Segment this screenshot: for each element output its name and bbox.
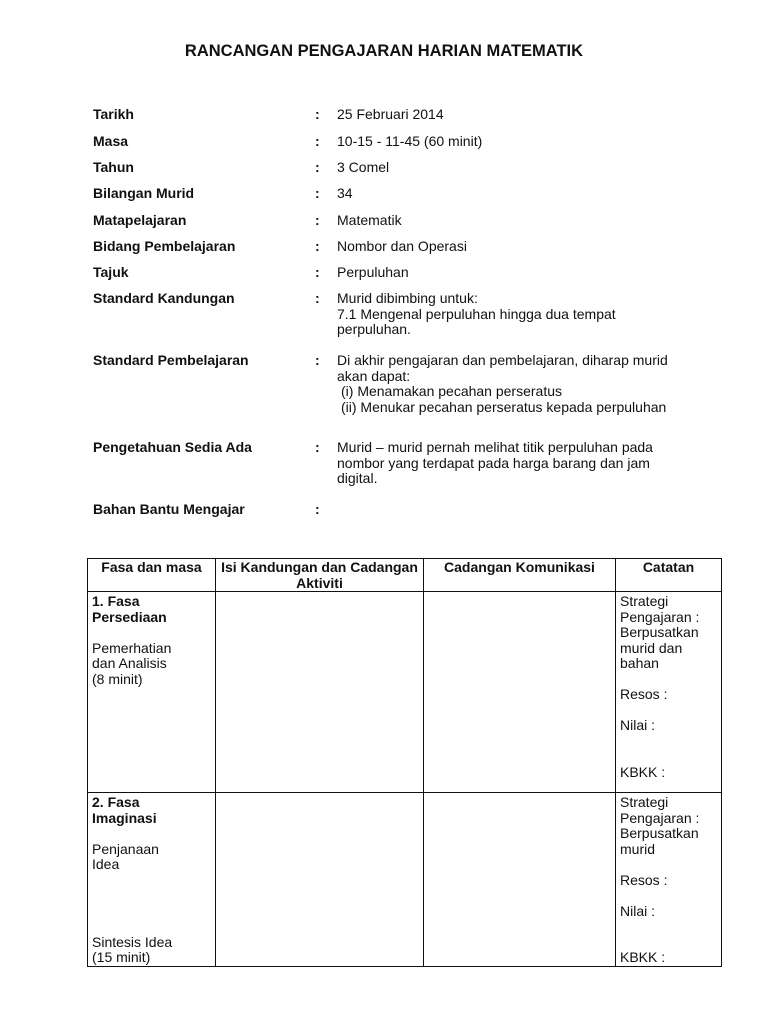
info-value	[337, 213, 693, 229]
communication-cell	[424, 793, 616, 967]
info-value-line: Nombor dan Operasi	[337, 238, 467, 254]
info-colon: :	[315, 290, 320, 306]
info-label: Tajuk	[93, 264, 129, 280]
info-label: Bilangan Murid	[93, 185, 195, 201]
info-label: Bahan Bantu Mengajar	[93, 501, 245, 517]
info-value-line: 34	[337, 185, 353, 201]
info-colon: :	[315, 352, 320, 368]
info-value	[337, 134, 693, 150]
info-colon: :	[315, 212, 320, 228]
page-title: RANCANGAN PENGAJARAN HARIAN MATEMATIK	[184, 42, 584, 60]
info-value-line: 7.1 Mengenal perpuluhan hingga dua tempat	[337, 305, 616, 322]
phase-cell	[88, 592, 216, 793]
info-value	[337, 239, 693, 255]
notes-strategy: Pengajaran :	[620, 809, 700, 826]
info-colon: :	[315, 185, 320, 201]
info-value-line: Di akhir pengajaran dan pembelajaran, diharap murid	[337, 352, 668, 368]
info-value-line: 25 Februari 2014	[337, 106, 444, 122]
info-value-line: nombor yang terdapat pada harga barang dan jam	[337, 454, 650, 471]
notes-strategy: Berpusatkan	[620, 825, 699, 841]
info-colon: :	[315, 238, 320, 254]
phase-heading: 2. Fasa	[92, 794, 140, 810]
info-value-line: Matematik	[337, 212, 402, 228]
table-row	[88, 592, 722, 793]
column-header-notes: Catatan	[616, 559, 722, 592]
table-header-row	[88, 559, 722, 592]
info-value-line: perpuluhan.	[337, 321, 411, 337]
info-value-line: Murid – murid pernah melihat titik perpuluhan pada	[337, 439, 653, 455]
info-value	[337, 186, 693, 202]
content-cell	[216, 592, 424, 793]
notes-strategy: bahan	[620, 655, 659, 671]
lesson-plan-table	[87, 558, 722, 967]
content-cell	[216, 793, 424, 967]
info-colon: :	[315, 106, 320, 122]
notes-resos: Resos :	[620, 686, 668, 702]
info-label: Masa	[93, 133, 129, 149]
notes-nilai: Nilai :	[620, 902, 656, 919]
info-label: Standard Kandungan	[93, 290, 235, 306]
column-header-content: Isi Kandungan dan Cadangan Aktiviti	[216, 559, 424, 592]
notes-strategy: Berpusatkan	[620, 624, 699, 640]
phase-detail: Penjanaan	[92, 840, 159, 857]
info-label: Tarikh	[93, 106, 134, 122]
phase-detail: (15 minit)	[92, 949, 151, 965]
info-value-line: 3 Comel	[337, 159, 390, 175]
notes-strategy: Strategi	[620, 794, 669, 810]
phase-detail: (8 minit)	[92, 670, 143, 687]
notes-strategy: Pengajaran :	[620, 608, 700, 625]
info-value-line: akan dapat:	[337, 367, 411, 384]
info-label: Pengetahuan Sedia Ada	[93, 439, 252, 455]
phase-detail: Sintesis Idea	[92, 933, 173, 950]
info-value	[337, 440, 693, 487]
phase-heading: Persediaan	[92, 608, 167, 625]
info-value	[337, 353, 693, 415]
info-colon: :	[315, 133, 320, 149]
notes-nilai: Nilai :	[620, 717, 656, 733]
info-value-line: (ii) Menukar pecahan perseratus kepada perpuluhan	[341, 398, 667, 415]
table-row	[88, 793, 722, 967]
notes-resos: Resos :	[620, 871, 668, 888]
info-value	[337, 291, 693, 338]
column-header-phase: Fasa dan masa	[88, 559, 216, 592]
phase-detail: dan Analisis	[92, 655, 167, 671]
info-label: Bidang Pembelajaran	[93, 238, 236, 254]
info-colon: :	[315, 159, 320, 175]
phase-heading: 1. Fasa	[92, 593, 140, 609]
phase-detail: Idea	[92, 856, 120, 872]
info-value	[337, 160, 693, 176]
notes-strategy: Strategi	[620, 593, 669, 609]
column-header-communication: Cadangan Komunikasi	[424, 559, 616, 592]
notes-strategy: murid	[620, 840, 656, 857]
info-label: Tahun	[93, 159, 134, 175]
info-value-line: (i) Menamakan pecahan perseratus	[341, 383, 563, 399]
phase-detail: Pemerhatian	[92, 639, 172, 656]
notes-kbkk: KBKK :	[620, 763, 666, 780]
communication-cell	[424, 592, 616, 793]
info-colon: :	[315, 501, 320, 517]
info-label: Matapelajaran	[93, 212, 187, 228]
info-value-line: Murid dibimbing untuk:	[337, 290, 478, 306]
info-colon: :	[315, 264, 320, 280]
info-value-line: Perpuluhan	[337, 264, 409, 280]
phase-heading: Imaginasi	[92, 809, 157, 826]
info-label: Standard Pembelajaran	[93, 352, 249, 368]
notes-cell	[616, 793, 722, 967]
info-value	[337, 107, 693, 123]
info-value	[337, 265, 693, 281]
phase-cell	[88, 793, 216, 967]
notes-cell	[616, 592, 722, 793]
notes-strategy: murid dan	[620, 639, 683, 656]
info-value-line: 10-15 - 11-45 (60 minit)	[337, 133, 483, 149]
info-value-line: digital.	[337, 470, 378, 486]
notes-kbkk: KBKK :	[620, 949, 666, 965]
info-colon: :	[315, 439, 320, 455]
